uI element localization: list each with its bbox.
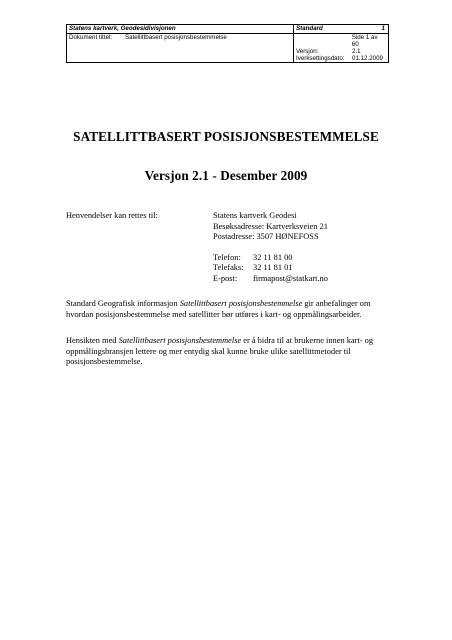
purpose-standard-name: Satellittbasert posisjonsbestemmelse (118, 336, 242, 345)
visit-address: Besøksadresse: Kartverksveien 21 (213, 221, 328, 231)
intro-paragraph (66, 299, 396, 320)
standard-cell (294, 25, 389, 34)
intro-text-end: gir anbefalinger om hvordan posisjonsbestemmelse med satellitter bør utføres i kart- og oppmålingsarbeider. (66, 299, 371, 319)
contact-intro: Henvendelser kan rettes til: (66, 211, 158, 220)
email-label: E-post: (213, 274, 238, 284)
document-title: SATELLITTBASERT POSISJONSBESTEMMELSE (73, 129, 379, 144)
intro-standard-name: Satellittbasert posisjonsbestemmelse (179, 299, 303, 308)
effective-date-value: 01.12.2009 (352, 55, 383, 62)
doc-title-cell (67, 34, 294, 63)
fax-value: 32 11 81 01 (253, 263, 293, 273)
phone-label: Telefon: (213, 252, 241, 262)
doc-meta-cell (294, 34, 389, 63)
contact-details (213, 211, 328, 285)
postal-address: Postadresse: 3507 HØNEFOSS (213, 232, 319, 242)
contact-org: Statens kartverk Geodesi (213, 211, 297, 220)
version-label: Versjon: (296, 48, 319, 55)
purpose-text-end: er å bidra til at brukerne innen kart- og oppmålingsbransjen lettere og mer entydig skal kunne bruke ulike satellittmetoder til posisjonsbestemmelse. (66, 336, 374, 367)
phone-value: 32 11 81 00 (253, 252, 293, 262)
page-count: Side 1 av 60 (351, 34, 378, 48)
doc-title-label: Dokument tittel: (69, 34, 112, 41)
intro-text-start: Standard Geografisk informasjon (66, 299, 180, 308)
document-header-table (66, 24, 389, 63)
effective-date-label: Iverksettingsdato: (296, 55, 345, 62)
organization-name: Statens kartverk, Geodesidivisjonen (67, 25, 294, 34)
email-value: firmapost@statkart.no (253, 274, 328, 284)
version-value: 2.1 (352, 48, 361, 55)
document-version-title: Versjon 2.1 - Desember 2009 (144, 168, 308, 183)
purpose-text-start: Hensikten med (66, 336, 119, 345)
standard-label: Standard (296, 25, 323, 32)
page-number: 1 (381, 25, 385, 32)
fax-label: Telefaks: (213, 263, 244, 273)
purpose-paragraph (66, 336, 396, 368)
doc-title-value: Satellittbasert posisjonsbestemmelse (125, 34, 227, 41)
